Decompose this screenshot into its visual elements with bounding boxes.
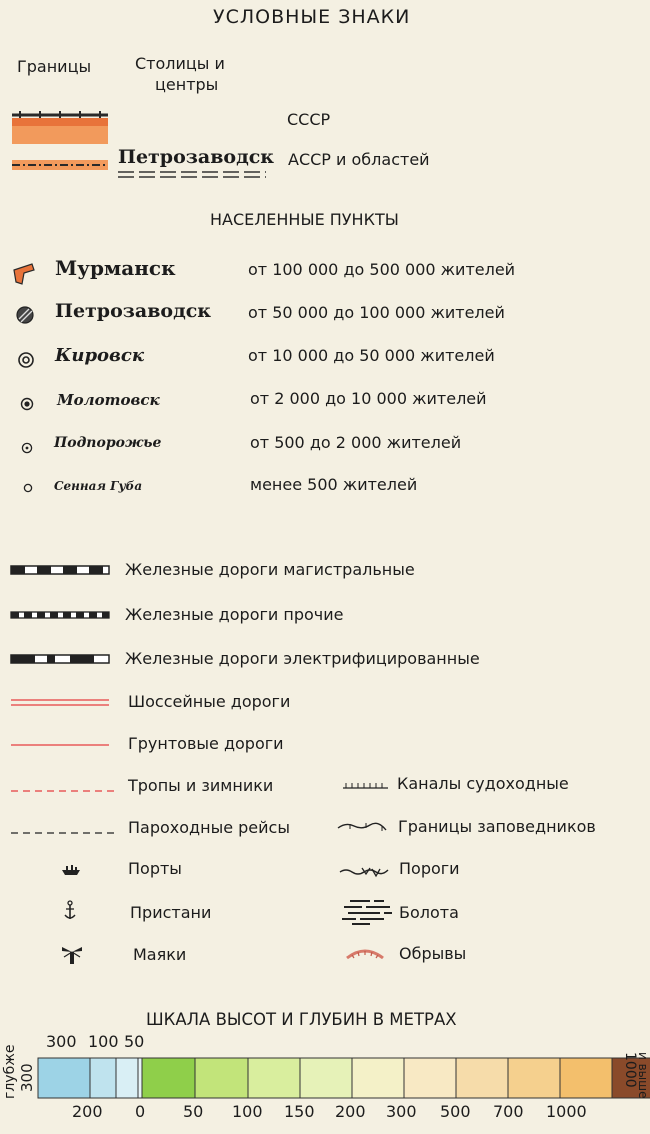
settlement-name-4: Молотовск <box>57 391 160 409</box>
ship-routes-label: Пароходные рейсы <box>128 818 290 837</box>
assr-border-symbol <box>10 158 110 172</box>
elevation-scale-bar <box>38 1056 622 1100</box>
assr-label: АССР и областей <box>288 150 430 169</box>
scale-label-300: 300 <box>386 1102 417 1121</box>
scale-segment-13 <box>560 1058 612 1098</box>
swamp-icon <box>340 898 396 926</box>
rail-other-symbol <box>10 610 110 620</box>
cliff-icon <box>344 945 386 961</box>
trails-symbol <box>10 788 120 794</box>
rail-electric-symbol <box>10 653 110 665</box>
scale-label-100: 100 <box>232 1102 263 1121</box>
rail-other-label: Железные дороги прочие <box>125 605 344 624</box>
scale-title: ШКАЛА ВЫСОТ И ГЛУБИН В МЕТРАХ <box>146 1010 457 1029</box>
settlement-desc-4: от 2 000 до 10 000 жителей <box>250 389 487 408</box>
piers-label: Пристани <box>130 903 212 922</box>
scale-top-depth-300: 300 <box>46 1032 77 1051</box>
highway-label: Шоссейные дороги <box>128 692 291 711</box>
settlement-desc-3: от 10 000 до 50 000 жителей <box>248 346 495 365</box>
scale-label-200a: 200 <box>72 1102 103 1121</box>
scale-segment-1 <box>38 1058 90 1098</box>
scale-segment-4 <box>138 1058 142 1098</box>
dirt-road-symbol <box>10 742 110 748</box>
reserve-border-symbol <box>336 818 394 834</box>
village-small-circle-icon <box>21 442 33 454</box>
highway-symbol <box>10 698 110 708</box>
settlement-name-3: Кировск <box>55 345 145 366</box>
settlement-name-1: Мурманск <box>55 256 176 280</box>
scale-label-700: 700 <box>493 1102 524 1121</box>
assr-capital-sample: Петрозаводск <box>118 146 275 168</box>
ship-routes-symbol <box>10 830 120 836</box>
dirt-road-label: Грунтовые дороги <box>128 734 284 753</box>
trails-label: Тропы и зимники <box>128 776 274 795</box>
scale-segment-5 <box>142 1058 195 1098</box>
settlement-desc-2: от 50 000 до 100 000 жителей <box>248 303 505 322</box>
settlement-name-5: Подпорожье <box>54 435 162 451</box>
lighthouse-icon <box>60 944 84 966</box>
scale-segment-10 <box>404 1058 456 1098</box>
city-large-icon <box>12 262 36 286</box>
rail-electric-label: Железные дороги электрифицированные <box>125 649 480 668</box>
scale-segment-12 <box>508 1058 560 1098</box>
swamps-label: Болота <box>399 903 459 922</box>
settlement-name-6: Сенная Губа <box>54 479 143 493</box>
scale-top-depth-50: 50 <box>124 1032 145 1051</box>
scale-segment-11 <box>456 1058 508 1098</box>
rapids-label: Пороги <box>399 859 460 878</box>
scale-segment-8 <box>300 1058 352 1098</box>
scale-label-50: 50 <box>183 1102 204 1121</box>
town-double-circle-icon <box>17 351 35 369</box>
scale-label-150: 150 <box>284 1102 315 1121</box>
scale-label-500: 500 <box>440 1102 471 1121</box>
lighthouses-label: Маяки <box>133 945 187 964</box>
scale-higher-label: и выше <box>636 1052 650 1099</box>
pier-anchor-icon <box>62 900 78 922</box>
canal-symbol <box>342 780 390 790</box>
scale-label-0: 0 <box>135 1102 146 1121</box>
scale-top-depth-100: 100 <box>88 1032 119 1051</box>
rapids-icon <box>338 862 396 880</box>
scale-deeper-label: глубже <box>2 1044 18 1099</box>
ussr-label: СССР <box>287 110 331 129</box>
legend-title: УСЛОВНЫЕ ЗНАКИ <box>213 6 411 28</box>
scale-segment-9 <box>352 1058 404 1098</box>
settlement-desc-6: менее 500 жителей <box>250 475 418 494</box>
settlement-name-2: Петрозаводск <box>55 300 212 322</box>
ports-label: Порты <box>128 859 182 878</box>
scale-label-200b: 200 <box>335 1102 366 1121</box>
rail-main-symbol <box>10 564 110 576</box>
settlements-heading: НАСЕЛЕННЫЕ ПУНКТЫ <box>210 210 399 229</box>
scale-high-1000-label: 1000 <box>622 1052 638 1088</box>
port-icon <box>60 863 82 877</box>
rail-main-label: Железные дороги магистральные <box>125 560 415 579</box>
scale-segment-2 <box>90 1058 116 1098</box>
capitals-header-line2: центры <box>155 75 219 94</box>
capital-underline-symbol <box>118 170 268 180</box>
cliffs-label: Обрывы <box>399 944 467 963</box>
settlement-desc-5: от 500 до 2 000 жителей <box>250 433 462 452</box>
canals-label: Каналы судоходные <box>397 774 569 793</box>
town-dot-circle-icon <box>20 397 34 411</box>
capitals-header-line1: Столицы и <box>135 54 225 73</box>
reserve-border-label: Границы заповедников <box>398 817 596 836</box>
hamlet-circle-icon <box>23 483 33 493</box>
scale-deep-300-label: 300 <box>18 1063 36 1092</box>
scale-segment-6 <box>195 1058 248 1098</box>
city-hatched-icon <box>15 305 35 325</box>
scale-segment-7 <box>248 1058 300 1098</box>
borders-header: Границы <box>17 57 92 76</box>
settlement-desc-1: от 100 000 до 500 000 жителей <box>248 260 516 279</box>
scale-label-1000: 1000 <box>546 1102 587 1121</box>
scale-segment-3 <box>116 1058 138 1098</box>
ussr-border-symbol <box>10 110 110 146</box>
